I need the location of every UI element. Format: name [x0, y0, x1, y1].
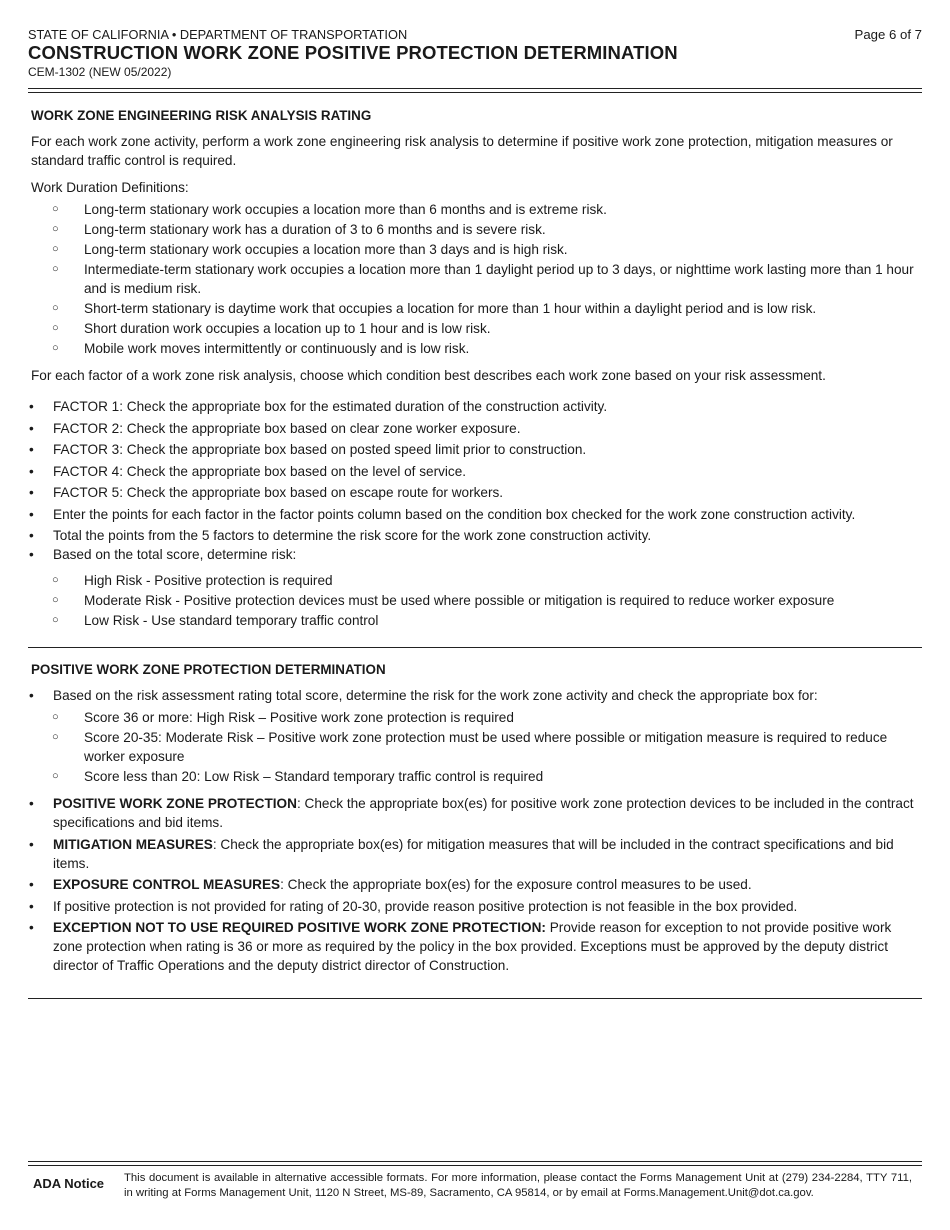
circle-bullet-icon: ○ [52, 322, 59, 334]
bullet-icon: • [29, 547, 34, 562]
footer-divider-bottom [28, 1165, 922, 1166]
page-title: CONSTRUCTION WORK ZONE POSITIVE PROTECTION DETERMINATION [28, 42, 678, 63]
list-item: • MITIGATION MEASURES: Check the appropriate box(es) for mitigation measures that will be included in the contract specifications and bid items. [29, 836, 894, 871]
bullet-icon: • [29, 898, 34, 914]
list-item: ○ Intermediate-term stationary work occupies a location more than 1 daylight period up to 3 days, or nighttime work lasting more than 1 hour and is medium risk. [52, 262, 914, 296]
circle-bullet-icon: ○ [52, 342, 59, 354]
bullet-icon: • [29, 463, 34, 479]
bullet-icon: • [29, 796, 34, 811]
list-item: • FACTOR 2: Check the appropriate box based on clear zone worker exposure. [29, 420, 521, 436]
factor-list [31, 397, 919, 564]
list-item: • If positive protection is not provided for rating of 20-30, provide reason positive protection is not feasible in the box provided. [29, 898, 798, 914]
factor-instructions [31, 397, 919, 567]
determination-lead-list [31, 686, 919, 705]
circle-bullet-icon: ○ [52, 263, 59, 275]
list-item: • FACTOR 5: Check the appropriate box based on escape route for workers. [29, 485, 504, 500]
determination-heading: POSITIVE WORK ZONE PROTECTION DETERMINATION [31, 662, 386, 677]
duration-list [31, 200, 919, 358]
list-item: ○ Low Risk - Use standard temporary traffic control [52, 613, 379, 628]
list-item: ○ Moderate Risk - Positive protection devices must be used where possible or mitigation is required to reduce worker exposure [52, 593, 835, 608]
list-item: • FACTOR 4: Check the appropriate box based on the level of service. [29, 463, 467, 479]
risk-analysis-heading: WORK ZONE ENGINEERING RISK ANALYSIS RATING [31, 108, 372, 123]
circle-bullet-icon: ○ [52, 203, 59, 215]
list-item: ○ Long-term stationary work occupies a location more than 6 months and is extreme risk. [52, 202, 607, 217]
list-item: • EXPOSURE CONTROL MEASURES: Check the appropriate box(es) for the exposure control measures to be used. [29, 877, 752, 892]
bullet-icon: • [29, 506, 34, 522]
bullet-icon: • [29, 485, 34, 500]
circle-bullet-icon: ○ [52, 243, 59, 255]
header-divider-bottom [28, 92, 922, 93]
circle-bullet-icon: ○ [52, 223, 59, 235]
circle-bullet-icon: ○ [52, 302, 59, 314]
list-item: ○ Short duration work occupies a location up to 1 hour and is low risk. [52, 321, 491, 336]
circle-bullet-icon: ○ [52, 711, 59, 723]
list-item: • POSITIVE WORK ZONE PROTECTION: Check the appropriate box(es) for positive work zone protection devices to be included in the contract specifications and bid items. [29, 796, 914, 830]
list-item: • FACTOR 1: Check the appropriate box for the estimated duration of the construction activity. [29, 399, 608, 414]
header-divider-top [28, 88, 922, 89]
bullet-icon: • [29, 420, 34, 436]
circle-bullet-icon: ○ [52, 731, 59, 743]
page-number: Page 6 of 7 [854, 27, 922, 42]
ada-notice-text: This document is available in alternative accessible formats. For more information, please contact the Forms Management Unit at (279) 234-2284, TTY 711, in writing at Forms Management Unit, 1120 N Street, MS-89, Sacramento, CA 95814, or by email at Forms.Management.Unit@dot.ca.gov. [124, 1172, 912, 1199]
list-item: ○ Mobile work moves intermittently or continuously and is low risk. [52, 341, 470, 356]
bullet-icon: • [29, 528, 34, 543]
agency-line: STATE OF CALIFORNIA • DEPARTMENT OF TRANSPORTATION [28, 27, 408, 42]
bullet-icon: • [29, 399, 34, 414]
circle-bullet-icon: ○ [52, 594, 59, 606]
ada-notice-label: ADA Notice [33, 1176, 105, 1191]
bullet-icon: • [29, 920, 34, 935]
risk-levels [31, 571, 919, 631]
factors-intro: For each factor of a work zone risk analysis, choose which condition best describes each work zone based on your risk assessment. [31, 368, 826, 383]
section-divider [28, 647, 922, 648]
list-item: ○ Long-term stationary work occupies a location more than 3 days and is high risk. [52, 242, 568, 257]
bullet-icon: • [29, 836, 34, 852]
list-item: ○ Score less than 20: Low Risk – Standard temporary traffic control is required [52, 769, 544, 784]
list-item: • Total the points from the 5 factors to determine the risk score for the work zone construction activity. [29, 528, 652, 543]
list-item: • FACTOR 3: Check the appropriate box based on posted speed limit prior to construction. [29, 442, 587, 457]
list-item: ○ Long-term stationary work has a duration of 3 to 6 months and is severe risk. [52, 222, 546, 237]
footer-divider-top [28, 1161, 922, 1162]
determination-items [31, 794, 919, 975]
bullet-icon: • [29, 442, 34, 457]
risk-analysis-intro: For each work zone activity, perform a work zone engineering risk analysis to determine if positive work zone protection, mitigation measures or standard traffic control is required. [31, 134, 893, 168]
section-divider [28, 998, 922, 999]
determination-section [31, 662, 919, 978]
circle-bullet-icon: ○ [52, 770, 59, 782]
list-item: • Based on the risk assessment rating total score, determine the risk for the work zone activity and check the appropriate box for: [29, 688, 818, 703]
list-item: ○ Short-term stationary is daytime work that occupies a location for more than 1 hour within a daylight period and is low risk. [52, 301, 817, 316]
circle-bullet-icon: ○ [52, 614, 59, 626]
form-number: CEM-1302 (NEW 05/2022) [28, 65, 172, 79]
list-item: ○ Score 36 or more: High Risk – Positive work zone protection is required [52, 710, 514, 725]
circle-bullet-icon: ○ [52, 574, 59, 586]
risk-analysis-section [31, 108, 919, 385]
score-list [31, 708, 919, 786]
risk-level-list [31, 571, 919, 630]
list-item: ○ Score 20-35: Moderate Risk – Positive work zone protection must be used where possible or mitigation measure is required to reduce worker exposure [52, 730, 888, 764]
durations-label: Work Duration Definitions: [31, 180, 189, 195]
bullet-icon: • [29, 877, 34, 892]
list-item: ○ High Risk - Positive protection is required [52, 573, 333, 588]
list-item: • EXCEPTION NOT TO USE REQUIRED POSITIVE WORK ZONE PROTECTION: Provide reason for exception to not provide positive work zone protection when rating is 36 or more as required by the policy in the box provided. Exceptions must be approved by the deputy district director of Traffic Operations and the deputy district director of Construction. [29, 920, 892, 973]
bullet-icon: • [29, 688, 34, 703]
list-item: • Based on the total score, determine risk: [29, 547, 297, 562]
list-item: • Enter the points for each factor in the factor points column based on the condition box checked for the work zone construction activity. [29, 506, 856, 522]
